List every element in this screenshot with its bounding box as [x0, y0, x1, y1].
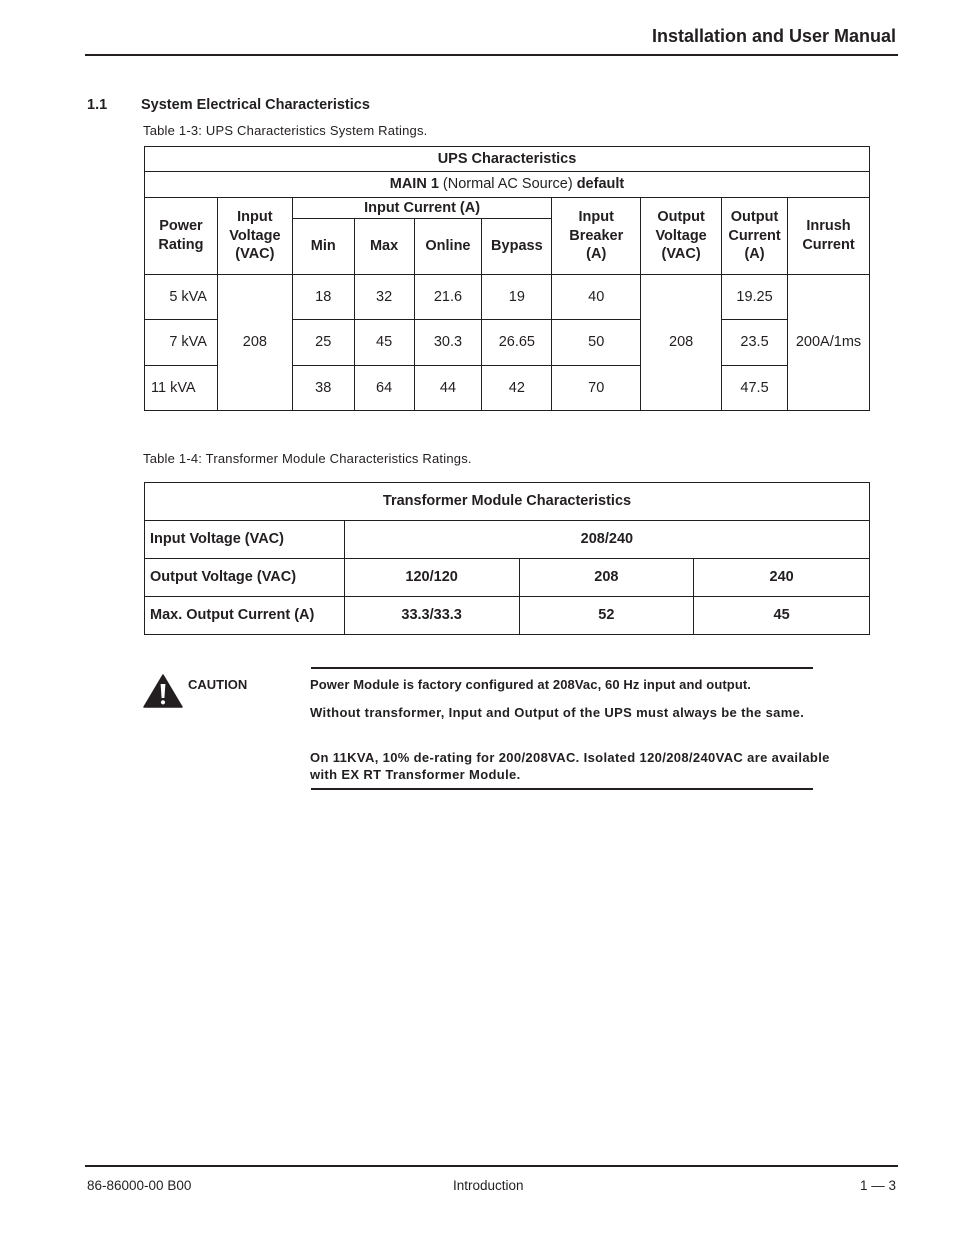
- cell-online: 30.3: [414, 320, 482, 366]
- input-voltage-label: Input Voltage (VAC): [145, 521, 345, 559]
- cell-breaker: 40: [552, 275, 641, 320]
- cell-inrush: 200A/1ms: [788, 275, 870, 411]
- caution-rule-bottom: [311, 788, 813, 790]
- output-voltage-label: Output Voltage (VAC): [145, 559, 345, 597]
- subtitle-main: MAIN 1: [389, 176, 439, 193]
- header-output-voltage: Output Voltage (VAC): [641, 198, 722, 275]
- header-input-current: Input Current (A): [292, 198, 551, 219]
- cell-bypass: 19: [482, 275, 552, 320]
- output-voltage-value: 240: [694, 559, 870, 597]
- section-number: 1.1: [87, 97, 108, 113]
- max-current-value: 33.3/33.3: [344, 597, 519, 635]
- warning-triangle-icon: [143, 674, 183, 713]
- table1-title: UPS Characteristics: [145, 147, 870, 172]
- cell-output-current: 47.5: [722, 366, 788, 411]
- cell-breaker: 70: [552, 366, 641, 411]
- cell-output-current: 23.5: [722, 320, 788, 366]
- cell-rating: 11 kVA: [145, 366, 218, 411]
- output-voltage-value: 120/120: [344, 559, 519, 597]
- header-rule: [85, 54, 898, 56]
- cell-bypass: 42: [482, 366, 552, 411]
- caution-line: Without transformer, Input and Output of the UPS must always be the same.: [310, 705, 805, 720]
- caution-rule-top: [311, 667, 813, 669]
- page-header-title: Installation and User Manual: [651, 26, 896, 46]
- cell-online: 21.6: [414, 275, 482, 320]
- footer-page-number: 1 — 3: [859, 1178, 896, 1193]
- cell-min: 18: [292, 275, 354, 320]
- cell-output-voltage: 208: [641, 275, 722, 411]
- max-current-value: 52: [519, 597, 694, 635]
- cell-rating: 5 kVA: [145, 275, 218, 320]
- input-voltage-value: 208/240: [344, 521, 869, 559]
- cell-rating: 7 kVA: [145, 320, 218, 366]
- header-output-current: Output Current (A): [722, 198, 788, 275]
- caution-line: On 11KVA, 10% de-rating for 200/208VAC. Isolated 120/208/240VAC are available with EX RT Transformer Module.: [310, 750, 830, 782]
- header-input-voltage: Input Voltage (VAC): [217, 198, 292, 275]
- footer-rule: [85, 1165, 898, 1167]
- header-input-breaker: Input Breaker (A): [552, 198, 641, 275]
- cell-bypass: 26.65: [482, 320, 552, 366]
- header-max: Max: [354, 219, 414, 275]
- cell-min: 25: [292, 320, 354, 366]
- section-title: System Electrical Characteristics: [141, 97, 370, 113]
- cell-output-current: 19.25: [722, 275, 788, 320]
- max-current-label: Max. Output Current (A): [145, 597, 345, 635]
- cell-input-voltage: 208: [217, 275, 292, 411]
- table2-caption: Table 1-4: Transformer Module Characteristics Ratings.: [143, 451, 472, 466]
- cell-max: 32: [354, 275, 414, 320]
- cell-breaker: 50: [552, 320, 641, 366]
- footer-chapter: Introduction: [453, 1178, 524, 1193]
- ups-characteristics-table: [144, 146, 870, 411]
- table1-caption: Table 1-3: UPS Characteristics System Ratings.: [143, 123, 428, 138]
- output-voltage-value: 208: [519, 559, 694, 597]
- header-online: Online: [414, 219, 482, 275]
- table-row: [145, 275, 870, 320]
- table1-subtitle: [145, 172, 870, 198]
- cell-min: 38: [292, 366, 354, 411]
- cell-max: 64: [354, 366, 414, 411]
- table-row: [145, 559, 870, 597]
- caution-label: CAUTION: [188, 677, 248, 692]
- section-heading: [87, 97, 370, 113]
- header-inrush-current: Inrush Current: [788, 198, 870, 275]
- subtitle-default: default: [576, 176, 625, 193]
- table2-title: Transformer Module Characteristics: [145, 483, 870, 521]
- header-min: Min: [292, 219, 354, 275]
- subtitle-source: (Normal AC Source): [438, 176, 577, 193]
- header-power-rating: Power Rating: [145, 198, 218, 275]
- footer-doc-number: 86-86000-00 B00: [87, 1178, 192, 1193]
- max-current-value: 45: [694, 597, 870, 635]
- header-bypass: Bypass: [482, 219, 552, 275]
- table-row: [145, 521, 870, 559]
- cell-online: 44: [414, 366, 482, 411]
- caution-line: Power Module is factory configured at 208Vac, 60 Hz input and output.: [310, 677, 752, 692]
- transformer-characteristics-table: [144, 482, 870, 635]
- table-row: [145, 597, 870, 635]
- cell-max: 45: [354, 320, 414, 366]
